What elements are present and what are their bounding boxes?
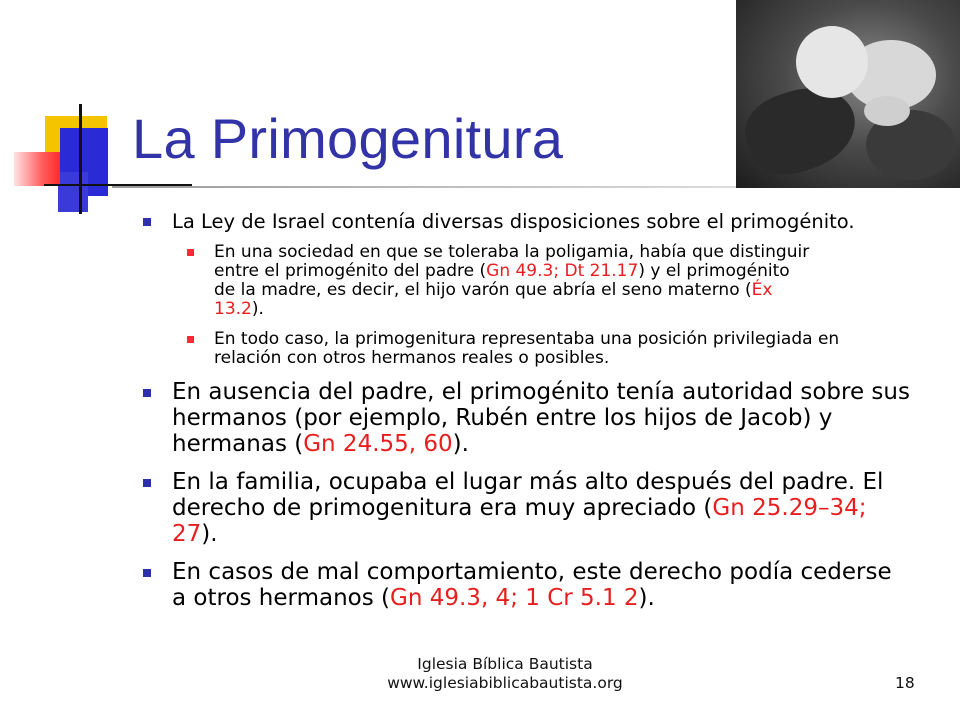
decorative-red-square (14, 152, 60, 186)
baby-head-shape (796, 26, 868, 98)
square-bullet-icon (143, 389, 151, 397)
slide-footer (320, 655, 690, 693)
scripture-reference: Gn 49.3; Dt 21.17 (486, 261, 639, 281)
scripture-reference: Éx 13.2 (214, 280, 773, 319)
sub-bullet-1 (130, 243, 814, 319)
footer-website: www.iglesiabiblicabautista.org (387, 674, 623, 692)
scripture-reference: Gn 25.29–34; 27 (172, 495, 867, 547)
bullet-3 (130, 469, 910, 547)
bullet-3-text-b: ). (201, 521, 218, 547)
bullet-4-text-b: ). (638, 585, 655, 611)
slide-title: La Primogenitura (132, 107, 564, 170)
footer-organization: Iglesia Bíblica Bautista (417, 655, 593, 673)
sub-bullet-1-text-a: En una sociedad en que se toleraba la poligamia, había que distinguir entre el primogénito del padre ( (214, 242, 810, 281)
sub-bullet-2-text: En todo caso, la primogenitura representaba una posición privilegiada en relación con otros hermanos reales o posibles. (214, 329, 840, 368)
sub-bullet-1-text-b: ) y el primogénito de la madre, es decir, el hijo varón que abría el seno materno ( (214, 261, 790, 300)
baby-foot-shape (864, 96, 910, 126)
bullet-1-text: La Ley de Israel contenía diversas disposiciones sobre el primogénito. (172, 210, 855, 233)
bullet-4-text-a: En casos de mal comportamiento, este derecho podía cederse a otros hermanos ( (172, 559, 892, 611)
bullet-2-text-b: ). (452, 431, 469, 457)
bullet-1 (130, 210, 910, 233)
square-bullet-icon (143, 479, 151, 487)
sub-bullet-2 (130, 330, 910, 368)
bullet-4 (130, 559, 910, 611)
page-number: 18 (895, 674, 915, 692)
bullet-3-text-a: En la familia, ocupaba el lugar más alto después del padre. El derecho de primogenitura era muy apreciado ( (172, 469, 884, 521)
title-underline-rule (112, 186, 737, 188)
slide-content (130, 210, 910, 623)
square-bullet-icon (143, 569, 151, 577)
bullet-2 (130, 379, 910, 457)
scripture-reference: Gn 24.55, 60 (303, 431, 453, 457)
small-square-bullet-icon (187, 249, 194, 256)
decorative-blue-square-small (58, 172, 88, 212)
square-bullet-icon (143, 218, 151, 226)
baby-in-hands-photo (736, 0, 960, 188)
sub-bullet-list (130, 243, 910, 368)
sub-bullet-1-text-c: ). (251, 299, 264, 319)
scripture-reference: Gn 49.3, 4; 1 Cr 5.1 2 (390, 585, 639, 611)
small-square-bullet-icon (187, 336, 194, 343)
bullet-2-text-a: En ausencia del padre, el primogénito tenía autoridad sobre sus hermanos (por ejemplo, Rubén entre los hijos de Jacob) y hermanas ( (172, 379, 910, 457)
decorative-vertical-line (79, 104, 82, 214)
